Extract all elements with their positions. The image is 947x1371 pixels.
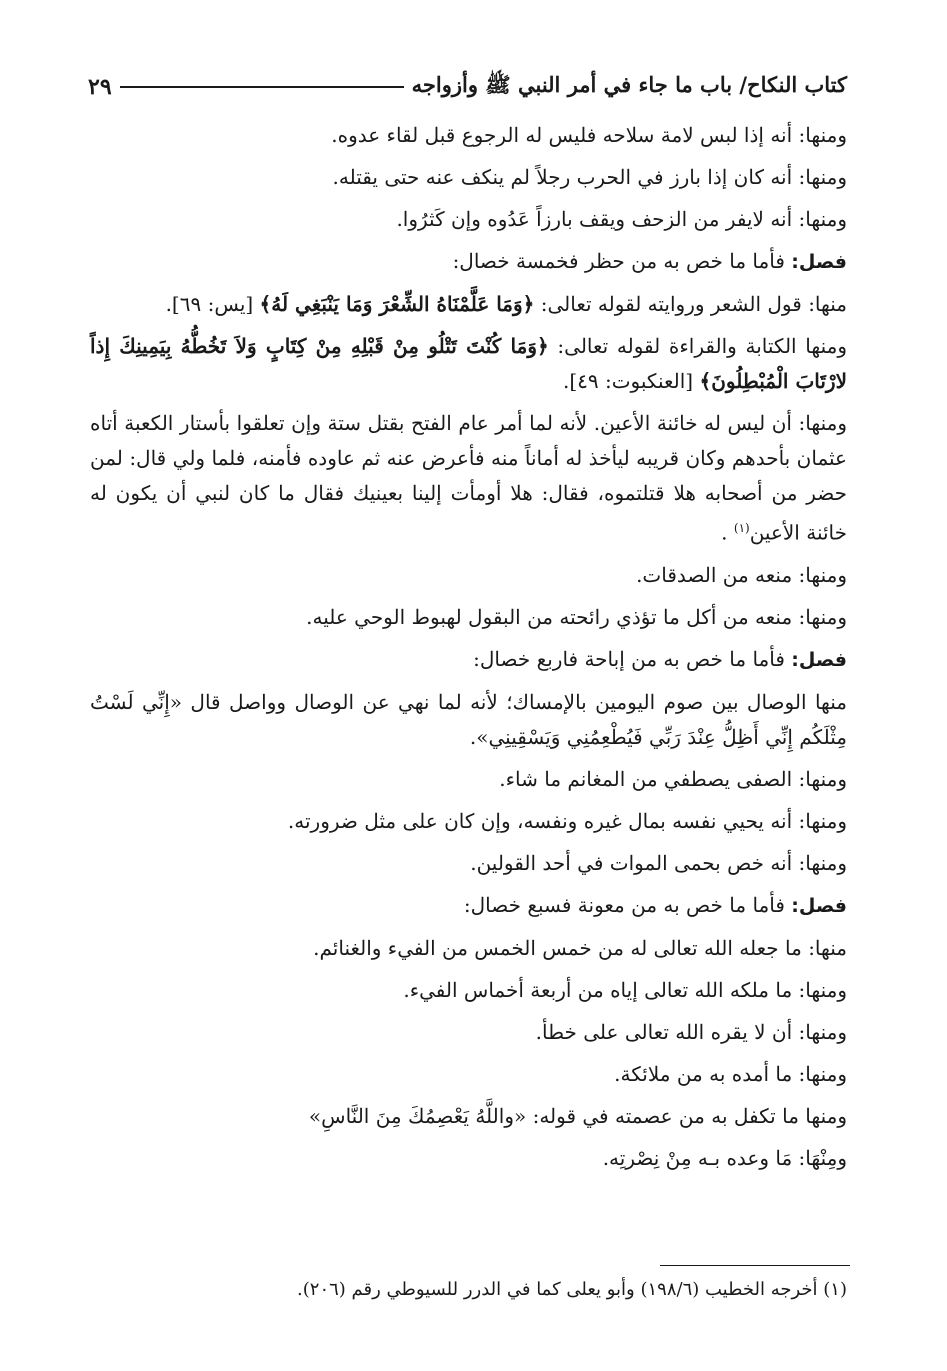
section-heading [90, 888, 847, 924]
paragraph-text: الوصال بين صوم اليومين بالإمساك؛ لأنه لما نهي عن الوصال وواصل قال «إِنِّي لَسْتُ مِثْلَكُم إِنِّي أَظِلُّ عِنْدَ رَبِّي فَيُطْعِمُنِي وَيَسْقِينِي». [90, 689, 847, 749]
paragraph [90, 1057, 847, 1092]
paragraph-text: قول الشعر وروايته لقوله تعالى: [540, 292, 802, 316]
paragraph [90, 846, 847, 881]
paragraph-label: ومنها: [798, 165, 847, 189]
paragraph-text: أنه إذا لبس لامة سلاحه فليس له الرجوع قبل لقاء عدوه. [331, 123, 793, 147]
paragraph-text: ما أمده به من ملائكة. [614, 1061, 793, 1086]
paragraph [90, 329, 847, 399]
paragraph [90, 804, 847, 839]
paragraph-label: منها [814, 689, 847, 714]
paragraph-text: أنه خص بحمى الموات في أحد القولين. [470, 850, 793, 875]
paragraph-label: ومنها: [798, 1061, 847, 1086]
paragraph [90, 1099, 847, 1134]
paragraph-label: ومنها: [798, 766, 847, 791]
paragraph-text: أن لا يقره الله تعالى على خطأ. [535, 1019, 793, 1044]
paragraph-text: ما ملكه الله تعالى إياه من أربعة أخماس الفيء. [403, 977, 793, 1002]
paragraph-label: فصل: [791, 648, 847, 671]
main-text [90, 118, 847, 1183]
paragraph [90, 1141, 847, 1176]
paragraph-label: ومنها [805, 334, 847, 358]
paragraph [90, 973, 847, 1008]
paragraph [90, 287, 847, 322]
paragraph [90, 118, 847, 153]
footnote-text: أخرجه الخطيب (١٩٨/٦) وأبو يعلى كما في الدرر للسيوطي رقم (٢٠٦). [297, 1279, 818, 1300]
chapter-title: كتاب النكاح/ باب ما جاء في أمر النبي ﷺ وأزواجه [411, 71, 847, 97]
paragraph-label: منها: [808, 935, 847, 960]
paragraph-label: ومنها: [798, 604, 847, 629]
paragraph-label: ومِنْهَا: [798, 1145, 847, 1170]
paragraph [90, 160, 847, 195]
paragraph-label: ومنها: [798, 808, 847, 833]
paragraph [90, 762, 847, 797]
paragraph [90, 406, 847, 551]
paragraph-text: فأما ما خص به من معونة فسبع خصال: [463, 892, 785, 917]
paragraph [90, 600, 847, 635]
paragraph-text: الصفى يصطفي من المغانم ما شاء. [499, 766, 793, 791]
paragraph-text: الكتابة والقراءة لقوله تعالى: [557, 334, 797, 358]
page-number: ٢٩ [88, 74, 112, 100]
paragraph-label: ومنها: [798, 123, 847, 147]
paragraph-label: منها: [808, 292, 847, 316]
paragraph-label: ومنها [805, 1103, 847, 1128]
paragraph-text: ما جعله الله تعالى له من خمس الخمس من الفيء والغنائم. [313, 935, 802, 960]
citation: . [721, 520, 728, 545]
citation: [العنكبوت: ٤٩]. [562, 369, 694, 393]
paragraph-label: ومنها: [798, 562, 847, 587]
paragraph-label: ومنها: [798, 977, 847, 1002]
section-heading [90, 642, 847, 678]
paragraph-text: أنه يحيي نفسه بمال غيره ونفسه، وإن كان على مثل ضرورته. [287, 808, 793, 833]
paragraph-text: فأما ما خص به من حظر فخمسة خصال: [452, 249, 785, 273]
footnote-number: (١) [823, 1279, 847, 1300]
paragraph-label: ومنها: [798, 850, 847, 875]
paragraph-label: فصل: [791, 894, 847, 917]
paragraph-label: ومنها: [798, 411, 847, 435]
paragraph-text: منعه من أكل ما تؤذي رائحته من البقول لهبوط الوحي عليه. [306, 604, 793, 629]
paragraph-text: أن ليس له خائنة الأعين. لأنه لما أمر عام الفتح بقتل ستة وإن تعلقوا بأستار الكعبة أتاه عثمان بأحدهم وكان قريبه ليأخذ له أماناً منه فأعرض عنه ثم عاوده فأمنه، فلما ولي قال: لمن حضر من أصحابه هلا قتلتموه، فقال: هلا أومأت إلينا بعينيك فقال ما كان لنبي أن يكون له خائنة الأعين [90, 411, 847, 545]
paragraph-label: ومنها: [798, 1019, 847, 1044]
paragraph-text: فأما ما خص به من إباحة فاربع خصال: [473, 646, 785, 671]
quran-verse: ﴿وَمَا عَلَّمْنَاهُ الشِّعْرَ وَمَا يَنْبَغِي لَهُ﴾ [259, 292, 535, 316]
citation: [يس: ٦٩]. [165, 292, 254, 316]
paragraph-label: ومنها: [798, 207, 847, 231]
paragraph-text: أنه لايفر من الزحف ويقف بارزاً عَدُوه وإن كَثرُوا. [396, 207, 793, 231]
paragraph-text: أنه كان إذا بارز في الحرب رجلاً لم ينكف عنه حتى يقتله. [332, 165, 793, 189]
paragraph [90, 1015, 847, 1050]
paragraph [90, 685, 847, 755]
running-header [88, 70, 847, 104]
paragraph-text: مَا وعده بـه مِنْ نِصْرتِه. [602, 1145, 793, 1170]
paragraph-text: ما تكفل به من عصمته في قوله: «واللَّهُ يَعْصِمُكَ مِنَ النَّاسِ» [308, 1103, 799, 1128]
paragraph-text: منعه من الصدقات. [636, 562, 793, 587]
footnote-reference[interactable]: (١) [733, 521, 750, 535]
paragraph [90, 931, 847, 966]
quran-verse: ﴿وَمَا كُنْتَ تَتْلُو مِنْ قَبْلِهِ مِنْ كِتَابٍ وَلاَ تَخُطُّهُ بِيَمِينِكَ إِذاً لارْتَابَ الْمُبْطِلُونَ﴾ [90, 334, 847, 393]
section-heading [90, 244, 847, 280]
paragraph [90, 202, 847, 237]
footnote [90, 1275, 847, 1305]
paragraph-label: فصل: [791, 251, 847, 273]
header-rule [120, 86, 404, 88]
paragraph [90, 558, 847, 593]
footnote-separator [660, 1265, 850, 1266]
